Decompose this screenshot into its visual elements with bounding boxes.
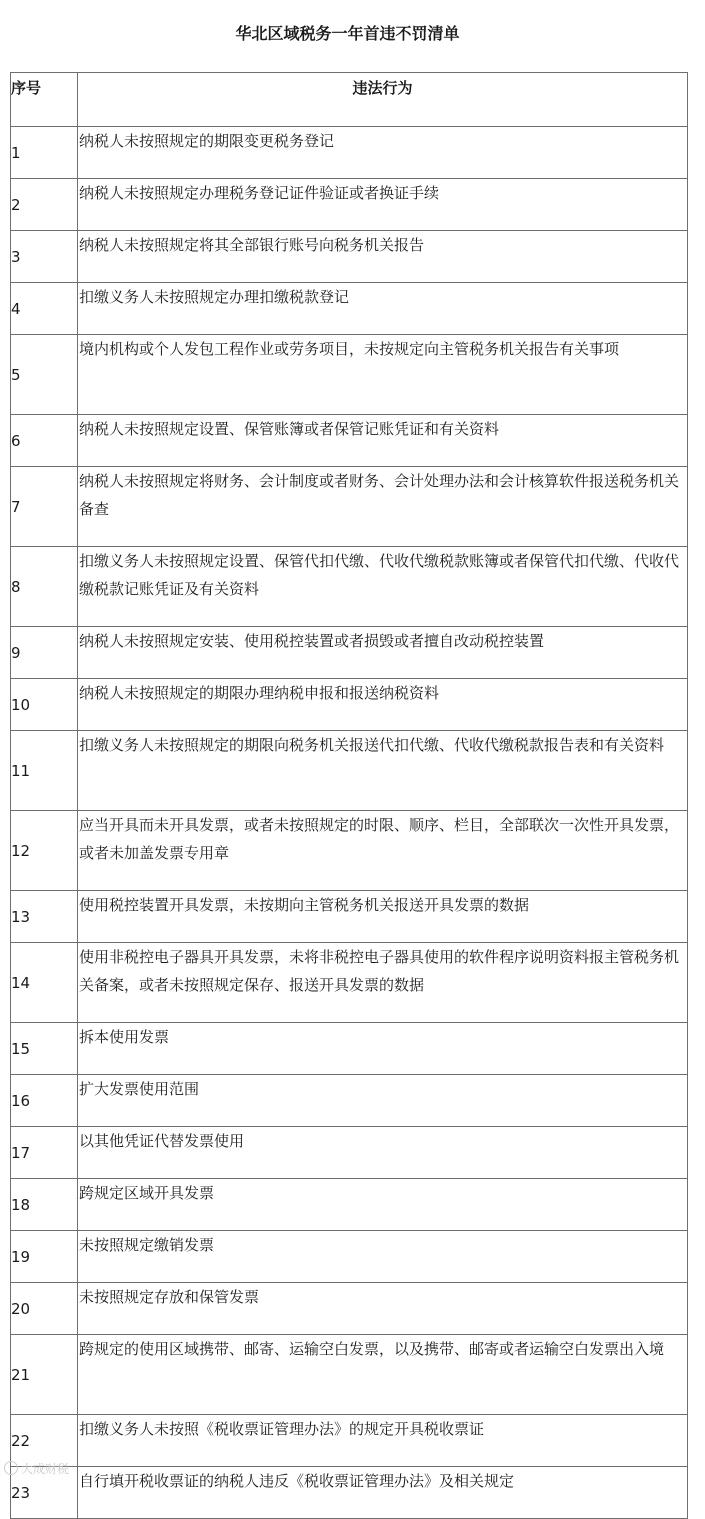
row-number: 1: [11, 127, 78, 179]
row-number: 23: [11, 1467, 78, 1519]
table-row: [11, 1231, 688, 1283]
table-row: [11, 731, 688, 811]
row-number: 2: [11, 179, 78, 231]
table-row: [11, 1335, 688, 1415]
watermark: [4, 1461, 69, 1477]
table-row: [11, 283, 688, 335]
row-violation: 纳税人未按照规定将其全部银行账号向税务机关报告: [78, 231, 688, 283]
row-number: 22: [11, 1415, 78, 1467]
row-violation: 纳税人未按照规定的期限办理纳税申报和报送纳税资料: [78, 679, 688, 731]
table-row: [11, 1415, 688, 1467]
row-number: 4: [11, 283, 78, 335]
row-number: 21: [11, 1335, 78, 1415]
table-row: [11, 1467, 688, 1519]
row-violation: 扩大发票使用范围: [78, 1075, 688, 1127]
row-violation: 跨规定的使用区域携带、邮寄、运输空白发票，以及携带、邮寄或者运输空白发票出入境: [78, 1335, 688, 1415]
row-violation: 应当开具而未开具发票，或者未按照规定的时限、顺序、栏目，全部联次一次性开具发票，或者未加盖发票专用章: [78, 811, 688, 891]
row-violation: 使用税控装置开具发票，未按期向主管税务机关报送开具发票的数据: [78, 891, 688, 943]
watermark-logo-icon: [4, 1461, 18, 1475]
row-number: 3: [11, 231, 78, 283]
table-row: [11, 1179, 688, 1231]
row-violation: 拆本使用发票: [78, 1023, 688, 1075]
row-violation: 跨规定区域开具发票: [78, 1179, 688, 1231]
row-violation: 扣缴义务人未按照规定办理扣缴税款登记: [78, 283, 688, 335]
table-header-row: [11, 73, 688, 127]
watermark-text: 大成财税: [21, 1462, 70, 1476]
row-violation: 未按照规定存放和保管发票: [78, 1283, 688, 1335]
row-violation: 以其他凭证代替发票使用: [78, 1127, 688, 1179]
row-number: 5: [11, 335, 78, 415]
row-number: 18: [11, 1179, 78, 1231]
row-violation: 扣缴义务人未按照规定设置、保管代扣代缴、代收代缴税款账簿或者保管代扣代缴、代收代缴税款记账凭证及有关资料: [78, 547, 688, 627]
row-violation: 纳税人未按照规定的期限变更税务登记: [78, 127, 688, 179]
row-number: 17: [11, 1127, 78, 1179]
table-row: [11, 467, 688, 547]
row-number: 12: [11, 811, 78, 891]
table-row: [11, 231, 688, 283]
row-number: 6: [11, 415, 78, 467]
row-violation: 使用非税控电子器具开具发票，未将非税控电子器具使用的软件程序说明资料报主管税务机关备案，或者未按照规定保存、报送开具发票的数据: [78, 943, 688, 1023]
row-violation: 纳税人未按照规定将财务、会计制度或者财务、会计处理办法和会计核算软件报送税务机关备查: [78, 467, 688, 547]
row-violation: 纳税人未按照规定安装、使用税控装置或者损毁或者擅自改动税控装置: [78, 627, 688, 679]
table-row: [11, 335, 688, 415]
row-number: 15: [11, 1023, 78, 1075]
row-violation: 扣缴义务人未按照规定的期限向税务机关报送代扣代缴、代收代缴税款报告表和有关资料: [78, 731, 688, 811]
row-number: 11: [11, 731, 78, 811]
table-row: [11, 1023, 688, 1075]
row-violation: 纳税人未按照规定办理税务登记证件验证或者换证手续: [78, 179, 688, 231]
row-number: 14: [11, 943, 78, 1023]
table-row: [11, 547, 688, 627]
table-row: [11, 627, 688, 679]
table-row: [11, 679, 688, 731]
page-title: 华北区域税务一年首违不罚清单: [235, 24, 460, 43]
table-row: [11, 811, 688, 891]
row-number: 20: [11, 1283, 78, 1335]
table-row: [11, 415, 688, 467]
table-row: [11, 1075, 688, 1127]
violations-table: [10, 72, 688, 1519]
table-row: [11, 943, 688, 1023]
table-row: [11, 1283, 688, 1335]
row-violation: 扣缴义务人未按照《税收票证管理办法》的规定开具税收票证: [78, 1415, 688, 1467]
column-header-no: 序号: [11, 73, 78, 127]
table-row: [11, 1127, 688, 1179]
row-number: 8: [11, 547, 78, 627]
row-violation: 纳税人未按照规定设置、保管账簿或者保管记账凭证和有关资料: [78, 415, 688, 467]
row-violation: 境内机构或个人发包工程作业或劳务项目，未按规定向主管税务机关报告有关事项: [78, 335, 688, 415]
row-violation: 未按照规定缴销发票: [78, 1231, 688, 1283]
table-row: [11, 891, 688, 943]
row-number: 7: [11, 467, 78, 547]
column-header-violation: 违法行为: [78, 73, 688, 127]
row-violation: 自行填开税收票证的纳税人违反《税收票证管理办法》及相关规定: [78, 1467, 688, 1519]
table-row: [11, 179, 688, 231]
row-number: 16: [11, 1075, 78, 1127]
table-row: [11, 127, 688, 179]
row-number: 13: [11, 891, 78, 943]
row-number: 10: [11, 679, 78, 731]
row-number: 9: [11, 627, 78, 679]
row-number: 19: [11, 1231, 78, 1283]
